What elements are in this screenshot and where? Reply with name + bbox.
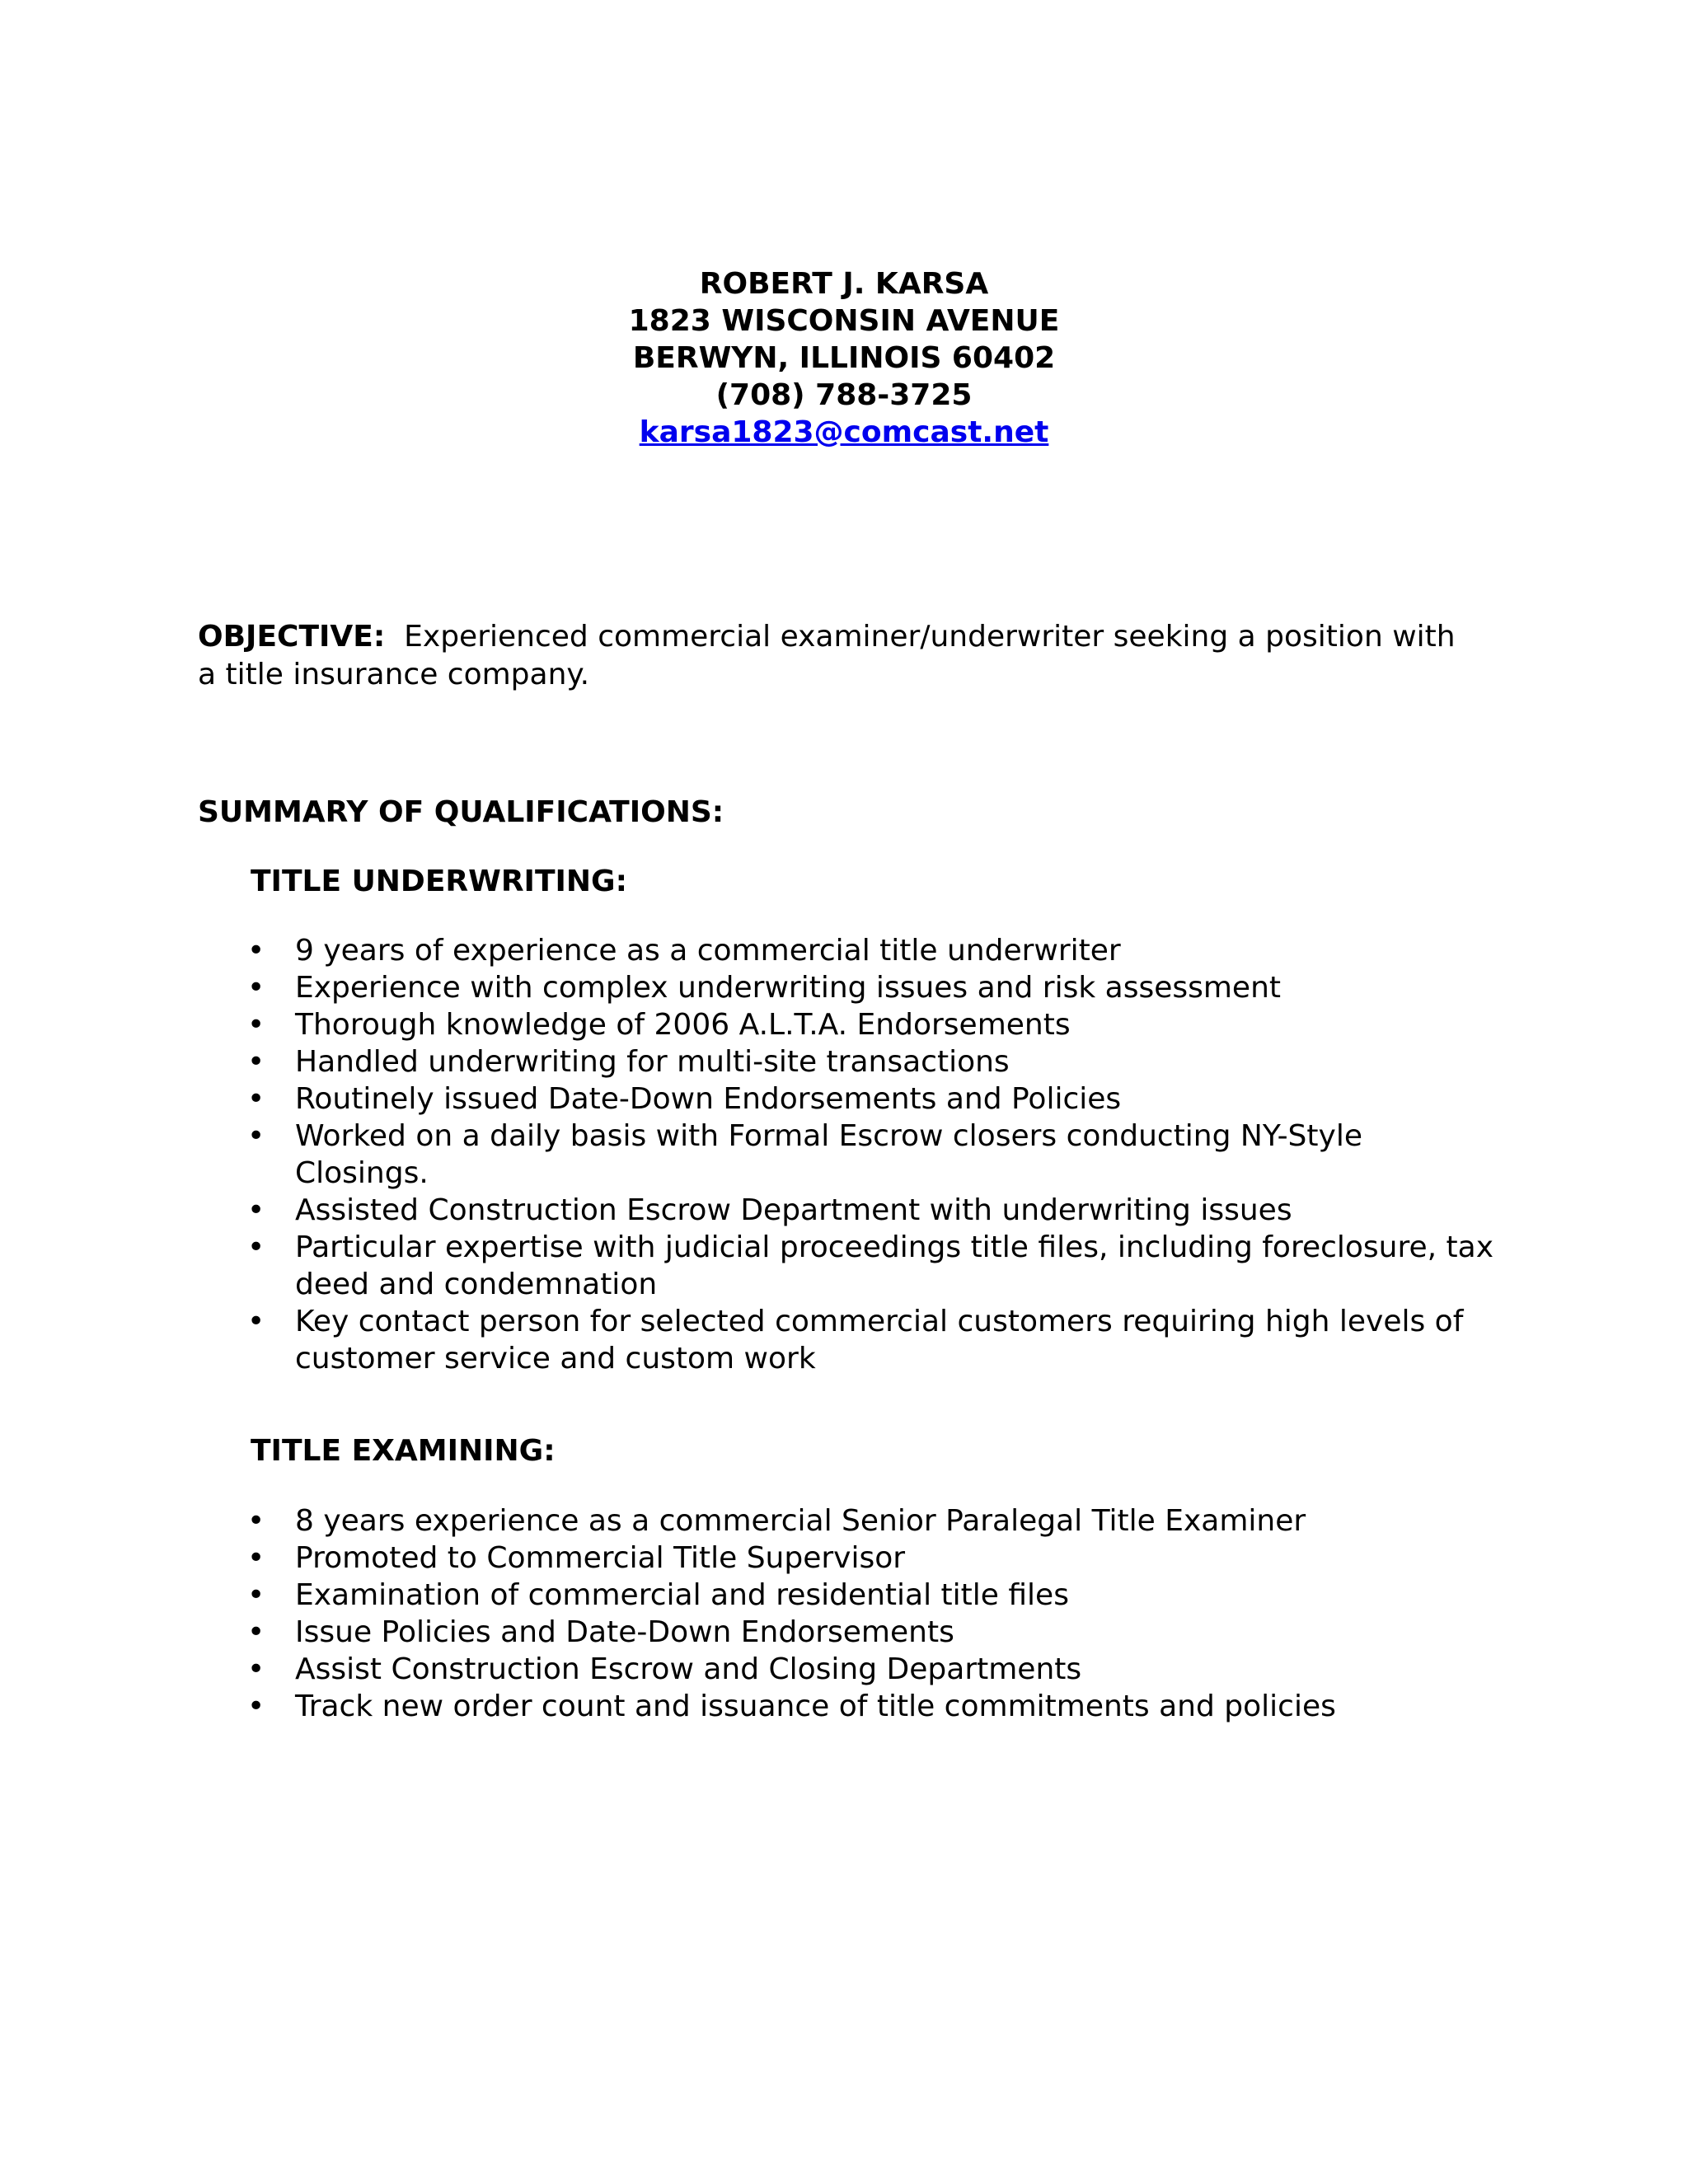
bullet-icon: •: [247, 1578, 265, 1612]
bullet-icon: •: [247, 1615, 265, 1649]
bullet-icon: •: [247, 971, 265, 1005]
list-item: • Handled underwriting for multi-site transactions: [247, 1045, 1010, 1079]
list-item: • Promoted to Commercial Title Supervisor: [247, 1541, 906, 1575]
list-item: • Experience with complex underwriting issues and risk assessment: [247, 971, 1282, 1005]
bullet-icon: •: [247, 1008, 265, 1042]
list-item: • 8 years experience as a commercial Senior Paralegal Title Examiner: [247, 1504, 1306, 1538]
summary-heading: SUMMARY OF QUALIFICATIONS:: [198, 795, 724, 829]
objective-text: Experienced commercial examiner/underwriter seeking a position with a title insurance company.: [198, 620, 1456, 691]
list-item: • Worked on a daily basis with Formal Escrow closers conducting NY-Style Closings.: [247, 1119, 1362, 1190]
bullet-icon: •: [247, 1690, 265, 1723]
objective-label: OBJECTIVE:: [198, 620, 386, 654]
bullet-icon: •: [247, 1541, 265, 1575]
bullet-icon: •: [247, 1082, 265, 1116]
bullet-icon: •: [247, 1504, 265, 1538]
examining-list: [247, 1502, 1500, 1725]
underwriting-heading: TITLE UNDERWRITING:: [251, 865, 627, 898]
phone-number: (708) 788-3725: [715, 378, 973, 412]
address-line-1: 1823 WISCONSIN AVENUE: [628, 304, 1060, 338]
bullet-icon: •: [247, 934, 265, 968]
email-link[interactable]: karsa1823@comcast.net: [639, 415, 1049, 449]
list-item: • Routinely issued Date-Down Endorsements and Policies: [247, 1082, 1122, 1116]
list-item: • Issue Policies and Date-Down Endorsements: [247, 1615, 954, 1649]
list-item: • Particular expertise with judicial proceedings title files, including foreclosure, tax deed and condemnation: [247, 1230, 1494, 1301]
bullet-icon: •: [247, 1045, 265, 1079]
list-item: • Assist Construction Escrow and Closing Departments: [247, 1652, 1082, 1686]
bullet-icon: •: [247, 1193, 265, 1227]
objective-section: [198, 618, 1467, 694]
bullet-icon: •: [247, 1652, 265, 1686]
bullet-icon: •: [247, 1119, 265, 1153]
list-item: • Track new order count and issuance of title commitments and policies: [247, 1690, 1336, 1723]
examining-heading: TITLE EXAMINING:: [251, 1434, 556, 1468]
resume-header: [0, 265, 1688, 451]
list-item: • 9 years of experience as a commercial title underwriter: [247, 934, 1121, 968]
address-line-2: BERWYN, ILLINOIS 60402: [632, 341, 1056, 375]
list-item: • Examination of commercial and residential title files: [247, 1578, 1069, 1612]
list-item: • Assisted Construction Escrow Department with underwriting issues: [247, 1193, 1292, 1227]
list-item: • Thorough knowledge of 2006 A.L.T.A. Endorsements: [247, 1008, 1071, 1042]
bullet-icon: •: [247, 1305, 265, 1338]
candidate-name: ROBERT J. KARSA: [699, 267, 989, 301]
bullet-icon: •: [247, 1230, 265, 1264]
list-item: • Key contact person for selected commercial customers requiring high levels of customer service and custom work: [247, 1305, 1464, 1376]
underwriting-list: [247, 932, 1500, 1377]
